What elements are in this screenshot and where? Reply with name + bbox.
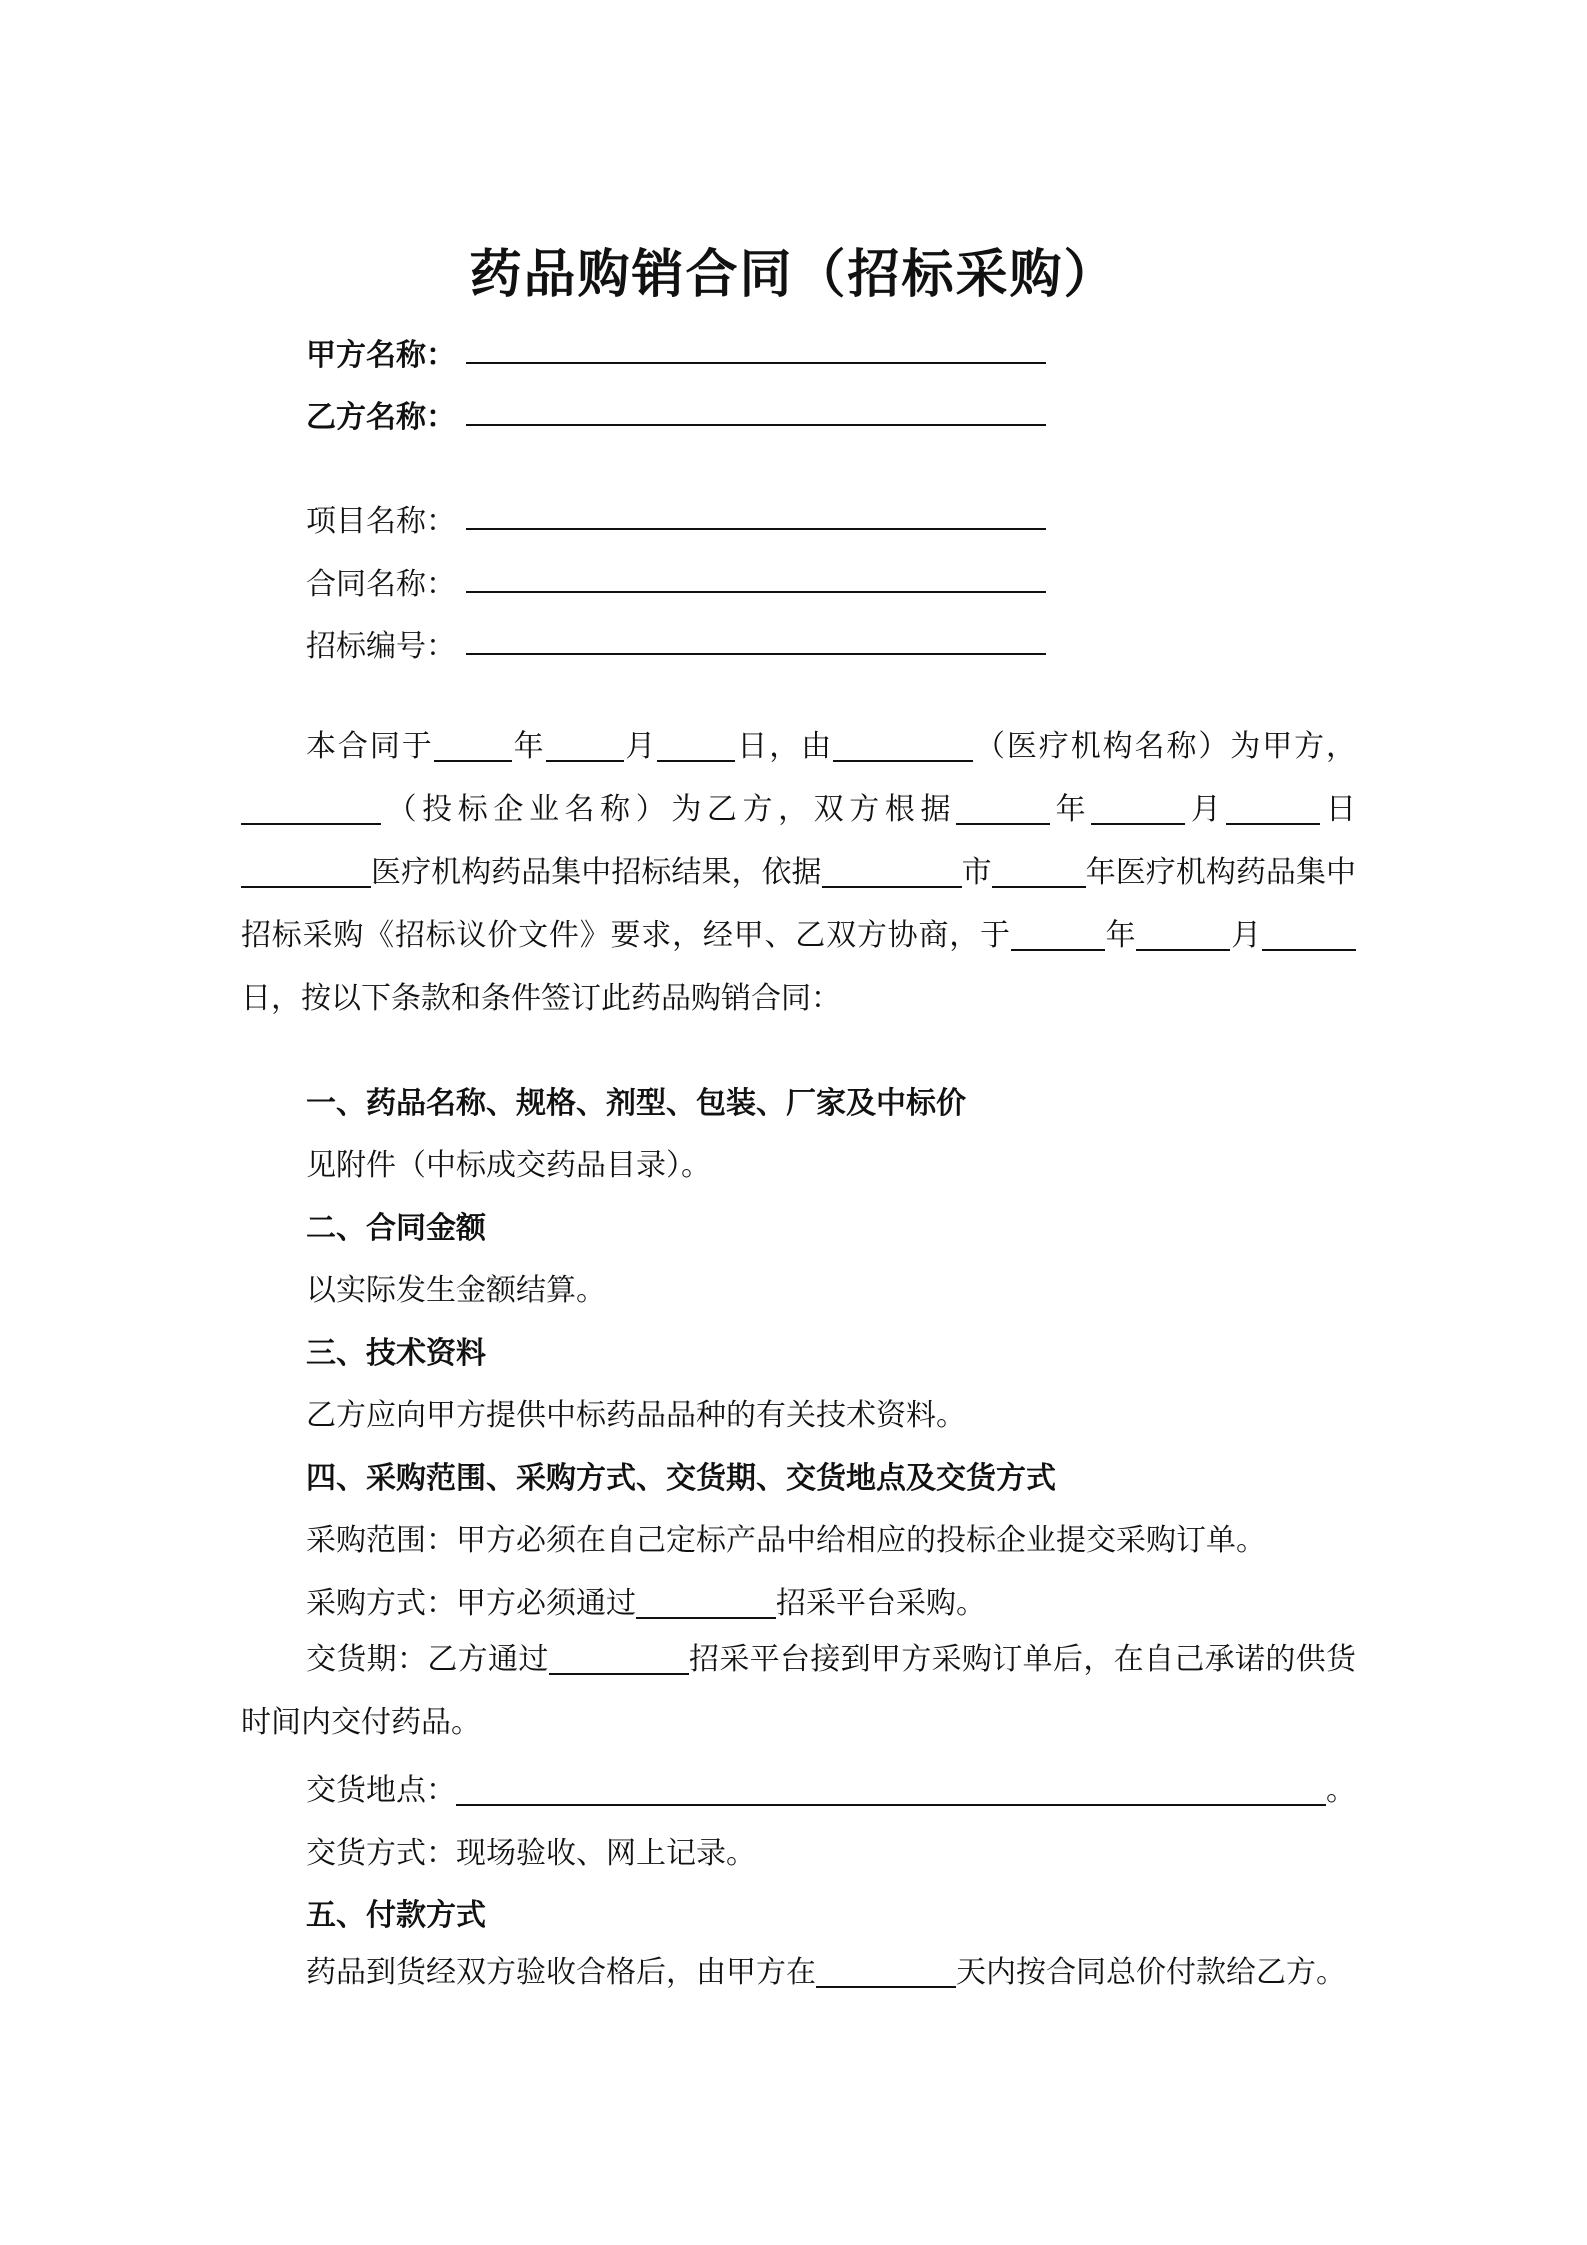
party-b-field [306,392,456,436]
procurement-method [306,1578,986,1622]
section-3-body: 乙方应向甲方提供中标药品品种的有关技术资料。 [306,1398,966,1433]
bidder-name-blank[interactable] [241,789,381,825]
contract-blank[interactable] [466,591,1046,593]
intro-text: 月 [1230,918,1263,953]
party-b-blank[interactable] [466,424,1046,426]
intro-text: 日 [1320,792,1357,827]
delivery-period-text: 交货期：乙方通过 [306,1642,549,1677]
bid-no-blank[interactable] [466,653,1046,655]
intro-text: 月 [623,729,658,764]
section-2-body: 以实际发生金额结算。 [306,1273,606,1308]
city-blank[interactable] [822,852,962,888]
project-blank[interactable] [466,528,1046,530]
section-3-heading: 三、技术资料 [306,1336,486,1371]
contract-field [306,559,456,603]
date-year-blank[interactable] [434,726,512,762]
procurement-year-blank[interactable] [992,852,1086,888]
section-4-heading: 四、采购范围、采购方式、交货期、交货地点及交货方式 [306,1461,1056,1496]
party-a-field [306,330,456,374]
hospital-name-blank[interactable] [833,726,973,762]
delivery-place [306,1765,1356,1809]
intro-text: 医疗机构药品集中招标结果，依据 [371,855,822,890]
delivery-period-text: 招采平台接到甲方采购订单后，在自己承诺的供货时间内交付药品。 [241,1642,1357,1740]
project-field [306,496,456,540]
intro-text: 市 [961,855,992,890]
result-month-blank[interactable] [1091,789,1185,825]
intro-text: 日，由 [735,729,834,764]
intro-text: 年 [1104,918,1137,953]
delivery-platform-blank[interactable] [549,1639,689,1675]
party-b-label: 乙方名称： [306,400,456,435]
project-label: 项目名称： [306,504,456,539]
procurement-scope: 采购范围：甲方必须在自己定标产品中给相应的投标企业提交采购订单。 [306,1523,1266,1558]
result-blank[interactable] [241,852,371,888]
bid-no-field [306,621,456,665]
sign-day-blank[interactable] [1262,915,1356,951]
result-day-blank[interactable] [1226,789,1320,825]
platform-blank[interactable] [636,1583,776,1619]
party-a-label: 甲方名称： [306,338,456,373]
section-1-heading: 一、药品名称、规格、剂型、包装、厂家及中标价 [306,1086,966,1121]
delivery-mode: 交货方式：现场验收、网上记录。 [306,1836,756,1871]
date-month-blank[interactable] [546,726,624,762]
payment-text: 天内按合同总价付款给乙方。 [956,1955,1346,1990]
procurement-method-text: 招采平台采购。 [776,1586,986,1621]
intro-text: 月 [1185,792,1227,827]
intro-text: 日，按以下条款和条件签订此药品购销合同： [241,981,841,1016]
delivery-place-end: 。 [1326,1773,1356,1808]
intro-text: 本合同于 [306,729,434,764]
delivery-place-label: 交货地点： [306,1773,456,1808]
result-year-blank[interactable] [956,789,1050,825]
sign-year-blank[interactable] [1011,915,1105,951]
sign-month-blank[interactable] [1136,915,1230,951]
intro-text: （医疗机构名称）为甲方， [973,729,1357,764]
document-title: 药品购销合同（招标采购） [469,245,1118,305]
section-5-heading: 五、付款方式 [306,1898,486,1933]
intro-text: （投标企业名称）为乙方，双方根据 [381,792,957,827]
intro-text: 年 [1050,792,1092,827]
payment-text: 药品到货经双方验收合格后，由甲方在 [306,1955,816,1990]
section-2-heading: 二、合同金额 [306,1211,486,1246]
payment-days-blank[interactable] [816,1952,956,1988]
payment-terms [241,1941,1356,2004]
date-day-blank[interactable] [657,726,735,762]
bid-no-label: 招标编号： [306,629,456,664]
intro-paragraph [241,715,1356,1030]
procurement-method-text: 采购方式：甲方必须通过 [306,1586,636,1621]
intro-text: 年医疗机构药品集中招标采购《招标议价文件》要求，经甲、乙双方协商，于 [241,855,1357,953]
delivery-place-blank[interactable] [456,1770,1326,1806]
intro-text: 年 [511,729,546,764]
contract-label: 合同名称： [306,567,456,602]
section-1-body: 见附件（中标成交药品目录）。 [306,1148,711,1183]
delivery-period [241,1628,1356,1754]
party-a-blank[interactable] [466,362,1046,364]
